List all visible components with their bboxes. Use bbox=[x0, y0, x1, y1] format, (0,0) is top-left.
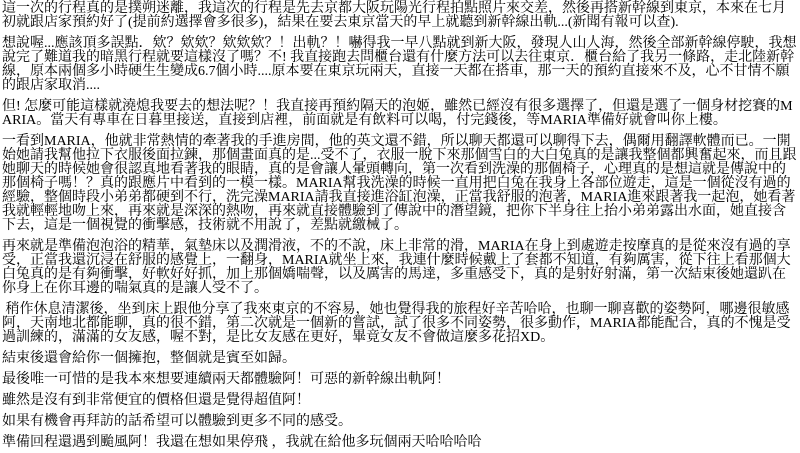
paragraph-trip-intro: 這一次的行程真的是撲朔迷離，我這次的行程是先去京都大阪玩陽光行程拍點照片來交差，然後再搭新幹線到東京，本來在七月初就跟店家預約好了(提前約選擇會多很多)，結果在要去東京當天的早上就聽到新幹線出軌...(新聞有報可以查). bbox=[2, 1, 786, 30]
paragraph-meeting-maria: 一看到MARIA，他就非常熱情的牽著我的手進房間，他的英文還不錯，所以聊天都還可以聊得下去，偶爾用翻譯軟體而已。一開始她請我幫他拉下衣服後面拉鍊，那個畫面真的是...受不了，衣服一脫下來那個雪白的大白兔真的是讓我整個都興奮起來，而且跟她聊天的時候她會很認真地看著我的眼睛，真的是會讓人暈頭轉向，第一次看到洗澡的那個椅子，心理真的是想這就是傳說中的那個椅子嗎！？真的跟應片中看到的一模一樣。MARIA幫我洗澡的時候一直用把白兔在我身上各部位遊走，這是一個從沒有過的經驗，整個時段小弟弟都硬到不行，洗完澡MARIA請我直接進浴缸泡澡，正當我舒服的泡著，MARIA進來跟著我一起泡，她看著我就輕輕地吻上來，再來就是深深的熱吻，再來就直接體驗到了傳說中的潛望鏡，把你下半身往上抬小弟弟露出水面，她直接含下去，這是一個視覺的衝擊感，技術就不用說了，差點就繳械了。 bbox=[2, 134, 797, 233]
review-post-body bbox=[2, 2, 798, 450]
paragraph-rebooking-maria: 但! 怎麼可能這樣就澆熄我要去的想法呢？！我直接再預約隔天的泡姬，雖然已經沒有很多選擇了，但還是選了一個身材挖賽的MARIA。當天有專車在日暮里接送，直接到店裡，前面就是有飲料可以喝，付完錢後，等MARIA準備好就會叫你上樓。 bbox=[2, 99, 793, 128]
paragraph-hug-ending: 結束後還會給你一個擁抱，整個就是賓至如歸。 bbox=[2, 351, 296, 366]
paragraph-value-comment: 雖然是沒有到非常便宜的價格但還是覺得超值阿！ bbox=[2, 393, 310, 408]
paragraph-shinkansen-derailment: 想說喔...應該頂多誤點．欸？欸欸？欸欸欸？！出軌？！嚇得我一早八點就到新大阪，發現人山人海，然後全部新幹線停駛，我想說完了難道我的暗黑行程就要這樣沒了嗎？不! 我直接跑去問櫃台還有什麼方法可以去往東京．櫃台給了我另一條路，走北陸新幹線，原本兩個多小時硬生生變成6.7個小時....原本要在東京玩兩天，直接一天都在搭車，那一天的預約直接來不及，心不甘情不願的跟店家取消.... bbox=[2, 36, 797, 93]
paragraph-revisit-hope: 如果有機會再拜訪的話希望可以體驗到更多不同的感受。 bbox=[2, 414, 352, 429]
paragraph-regret: 最後唯一可惜的是我本來想要連續兩天都體驗阿！可惡的新幹線出軌阿！ bbox=[2, 372, 450, 387]
paragraph-rest-and-chat: 稍作休息清潔後，坐到床上跟他分享了我來東京的不容易，她也覺得我的旅程好辛苦哈哈，也聊一聊喜歡的姿勢阿，哪邊很敏感阿，天南地北都能聊，真的很不錯，第二次就是一個新的嘗試，試了很多不同姿勢，很多動作，MARIA都能配合，真的不愧是受過訓練的，滿滿的女友感，喔不對，是比女友感在更好，畢竟女友不會做這麼多花招XD。 bbox=[2, 302, 791, 345]
paragraph-bubble-bath: 再來就是準備泡泡浴的精華，氣墊床以及潤滑液，不的不說，床上非常的滑，MARIA在身上到處遊走按摩真的是從來沒有過的享受，正當我還沉浸在舒服的感覺上，一翻身，MARIA就坐上來，我連什麼時候戴上了套都不知道，有夠厲害，從下往上看那個大白兔真的是有夠衝擊，好軟好好抓，加上那個嬌喘聲，以及厲害的馬達，多重感受下，真的是射好射滿，第一次結束後她還趴在你身上在你耳邊的喘氣真的是讓人受不了。 bbox=[2, 239, 791, 296]
paragraph-typhoon: 準備回程還遇到颱風阿！我還在想如果停飛 ，我就在給他多玩個兩天哈哈哈哈 bbox=[2, 435, 482, 450]
